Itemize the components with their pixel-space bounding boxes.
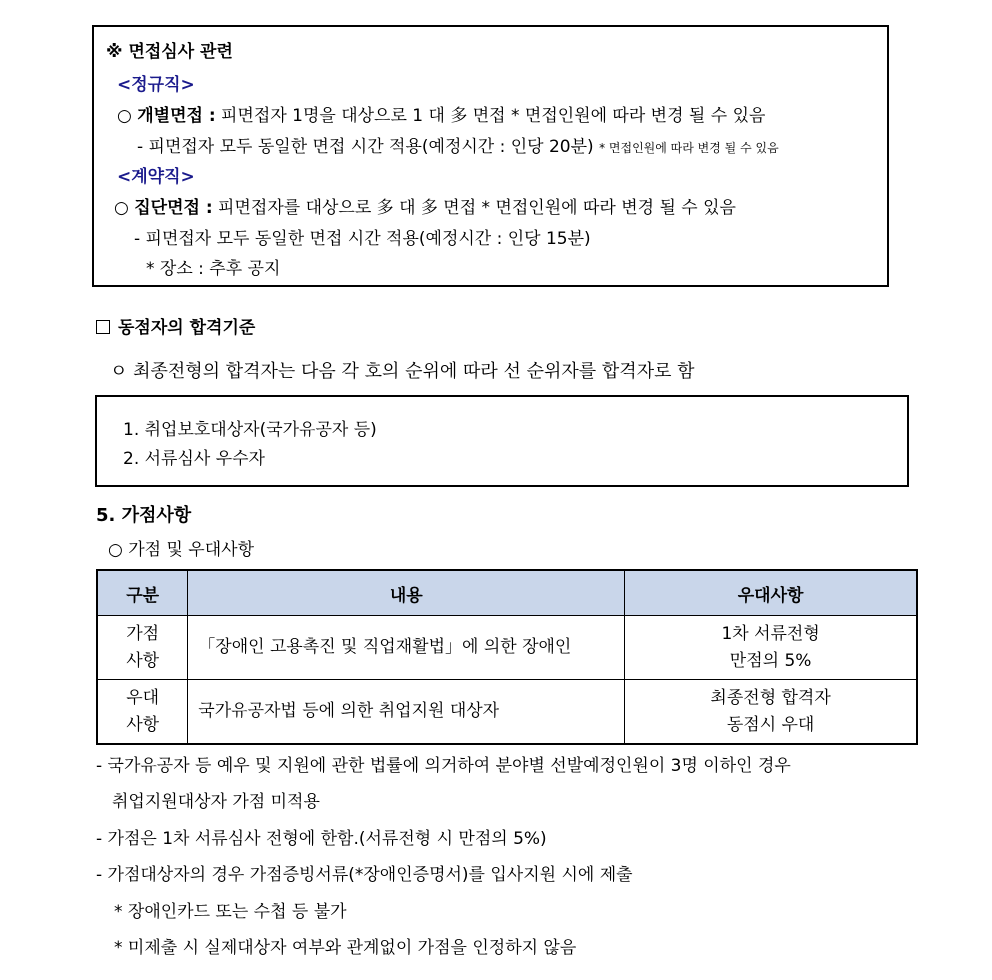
individual-interview-line — [117, 101, 765, 126]
benefit-line: 만점의 5% — [729, 650, 812, 671]
content-cell: 국가유공자법 등에 의한 취업지원 대상자 — [188, 680, 625, 745]
group-interview-line — [114, 193, 736, 218]
bonus-note: 취업지원대상자 가점 미적용 — [112, 792, 320, 812]
individual-sub-text: - 피면접자 모두 동일한 면접 시간 적용(예정시간 : 인당 20분) — [137, 137, 594, 157]
benefit-cell — [625, 680, 917, 745]
regular-label: <정규직> — [117, 75, 195, 95]
bonus-note: - 국가유공자 등 예우 및 지원에 관한 법률에 의거하여 분야별 선발예정인원이 3명 이하인 경우 — [96, 756, 791, 776]
individual-interview-sub — [137, 132, 779, 157]
tie-item: 1. 취업보호대상자(국가유공자 등) — [123, 420, 377, 440]
tie-box — [95, 395, 909, 487]
bonus-note: - 가점대상자의 경우 가점증빙서류(*장애인증명서)를 입사지원 시에 제출 — [96, 865, 633, 885]
tie-heading-text: 동점자의 합격기준 — [118, 318, 256, 338]
bonus-note: * 장애인카드 또는 수첩 등 불가 — [114, 902, 347, 922]
table-row — [97, 680, 917, 745]
bullet-circle: ○ — [114, 198, 129, 218]
bonus-table — [96, 569, 918, 745]
column-header: 내용 — [188, 570, 625, 616]
tie-item: 2. 서류심사 우수자 — [123, 449, 265, 469]
group-interview-head: 집단면접 : — [134, 198, 213, 218]
column-header: 우대사항 — [625, 570, 917, 616]
group-interview-sub: - 피면접자 모두 동일한 면접 시간 적용(예정시간 : 인당 15분) — [134, 229, 591, 249]
category-line: 가점 — [126, 623, 160, 644]
category-cell — [97, 616, 188, 680]
bullet-circle: ○ — [117, 106, 132, 126]
category-cell — [97, 680, 188, 745]
content-cell: 「장애인 고용촉진 및 직업재활법」에 의한 장애인 — [188, 616, 625, 680]
table-header-row — [97, 570, 917, 616]
contract-label: <계약직> — [117, 167, 195, 187]
benefit-line: 1차 서류전형 — [721, 623, 820, 644]
benefit-cell — [625, 616, 917, 680]
bonus-subheading: ○ 가점 및 우대사항 — [108, 540, 254, 560]
category-line: 사항 — [126, 714, 160, 735]
individual-sub-note: * 면접인원에 따라 변경 될 수 있음 — [599, 141, 779, 155]
table-row — [97, 616, 917, 680]
individual-interview-text: 피면접자 1명을 대상으로 1 대 多 면접 * 면접인원에 따라 변경 될 수 있음 — [215, 106, 766, 126]
group-interview-text: 피면접자를 대상으로 多 대 多 면접 * 면접인원에 따라 변경 될 수 있음 — [212, 198, 736, 218]
bonus-note: * 미제출 시 실제대상자 여부와 관계없이 가점을 인정하지 않음 — [114, 938, 577, 958]
tie-heading — [96, 313, 255, 338]
category-line: 우대 — [126, 687, 160, 708]
interview-title: ※ 면접심사 관련 — [106, 42, 233, 62]
category-line: 사항 — [126, 650, 160, 671]
tie-description: ㅇ 최종전형의 합격자는 다음 각 호의 순위에 따라 선 순위자를 합격자로 함 — [110, 361, 695, 382]
benefit-line: 동점시 우대 — [726, 714, 815, 735]
bonus-heading: 5. 가점사항 — [96, 505, 192, 526]
interview-place: * 장소 : 추후 공지 — [146, 259, 281, 279]
benefit-line: 최종전형 합격자 — [710, 687, 831, 708]
bonus-note: - 가점은 1차 서류심사 전형에 한함.(서류전형 시 만점의 5%) — [96, 829, 547, 849]
column-header: 구분 — [97, 570, 188, 616]
checkbox-square-icon — [96, 320, 110, 334]
individual-interview-head: 개별면접 : — [137, 106, 216, 126]
